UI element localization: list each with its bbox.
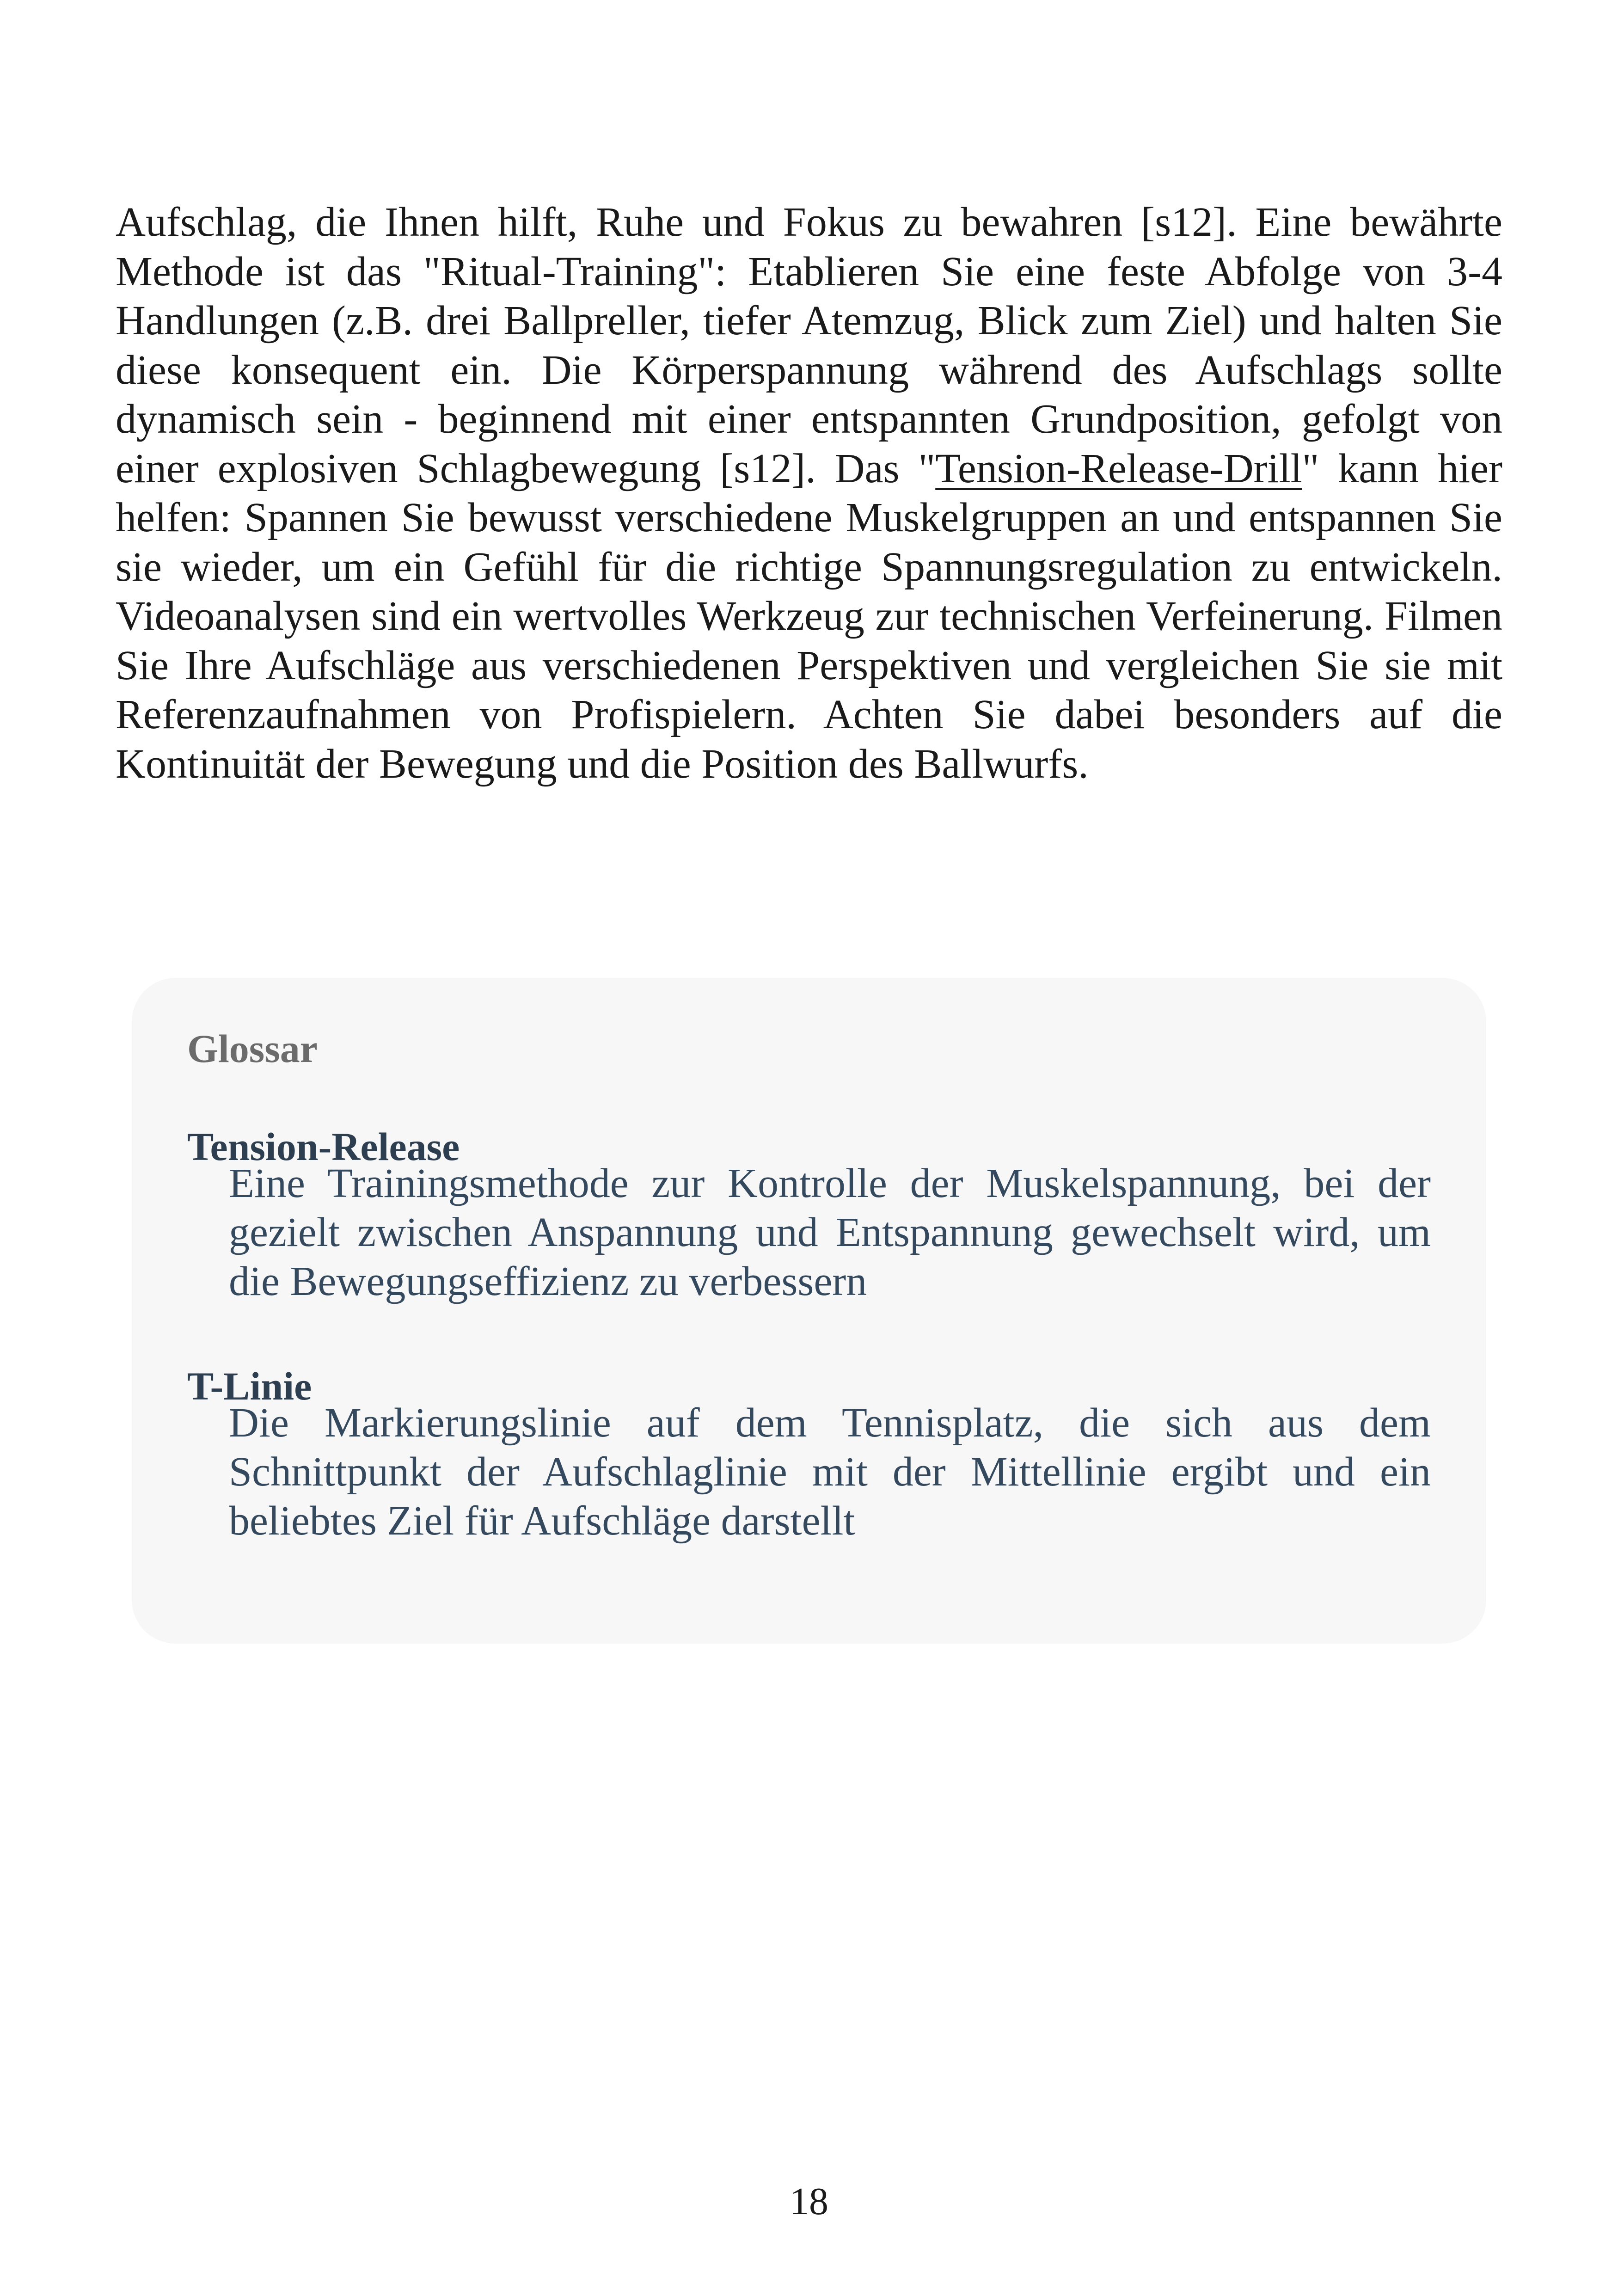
body-text-end: " kann hier helfen: Spannen Sie bewusst verschiedene Muskelgruppen an und entspannen Sie sie wieder, um ein Gefühl für die richtige Spannungsregulation zu entwickeln. Videoanalysen sind ein wertvolles Werkzeug zur technischen Verfeinerung. Filmen Sie Ihre Aufschläge aus verschiedenen Perspektiven und vergleichen Sie sie mit Referenzaufnahmen von Profispielern. Achten Sie dabei besonders auf die Kontinuität der Bewegung und die Position des Ballwurfs. — [116, 445, 1503, 787]
glossary-definition-tension-release: Eine Trainingsmethode zur Kontrolle der Muskelspannung, bei der gezielt zwischen Anspannung und Entspannung gewechselt wird, um die Bewegungseffizienz zu verbessern — [229, 1160, 1431, 1304]
glossary-heading: Glossar — [187, 1026, 318, 1071]
body-text-start: Aufschlag, die Ihnen hilft, Ruhe und Fokus zu bewahren [s12]. Eine bewährte Methode ist das "Ritual-Training": Etablieren Sie eine feste Abfolge von 3-4 Handlungen (z.B. drei Ballpreller, tiefer Atemzug, Blick zum Ziel) und halten Sie diese konsequent ein. Die Körperspannung während des Aufschlags sollte dynamisch sein - beginnend mit einer entspannten Grundposition, gefolgt von einer explosiven Schlagbewegung [s12]. Das " — [116, 199, 1502, 491]
body-paragraph — [116, 198, 1502, 789]
glossary-term-t-linie: T-Linie — [187, 1364, 312, 1408]
tension-release-drill-link[interactable]: Tension-Release-Drill — [935, 445, 1302, 491]
glossary-term-tension-release: Tension-Release — [187, 1124, 460, 1169]
glossary-definition-t-linie: Die Markierungslinie auf dem Tennisplatz, die sich aus dem Schnittpunkt der Aufschlaglinie mit der Mittellinie ergibt und ein beliebtes Ziel für Aufschläge darstellt — [229, 1400, 1431, 1544]
page-number: 18 — [790, 2180, 828, 2223]
glossary-box — [132, 978, 1486, 1644]
